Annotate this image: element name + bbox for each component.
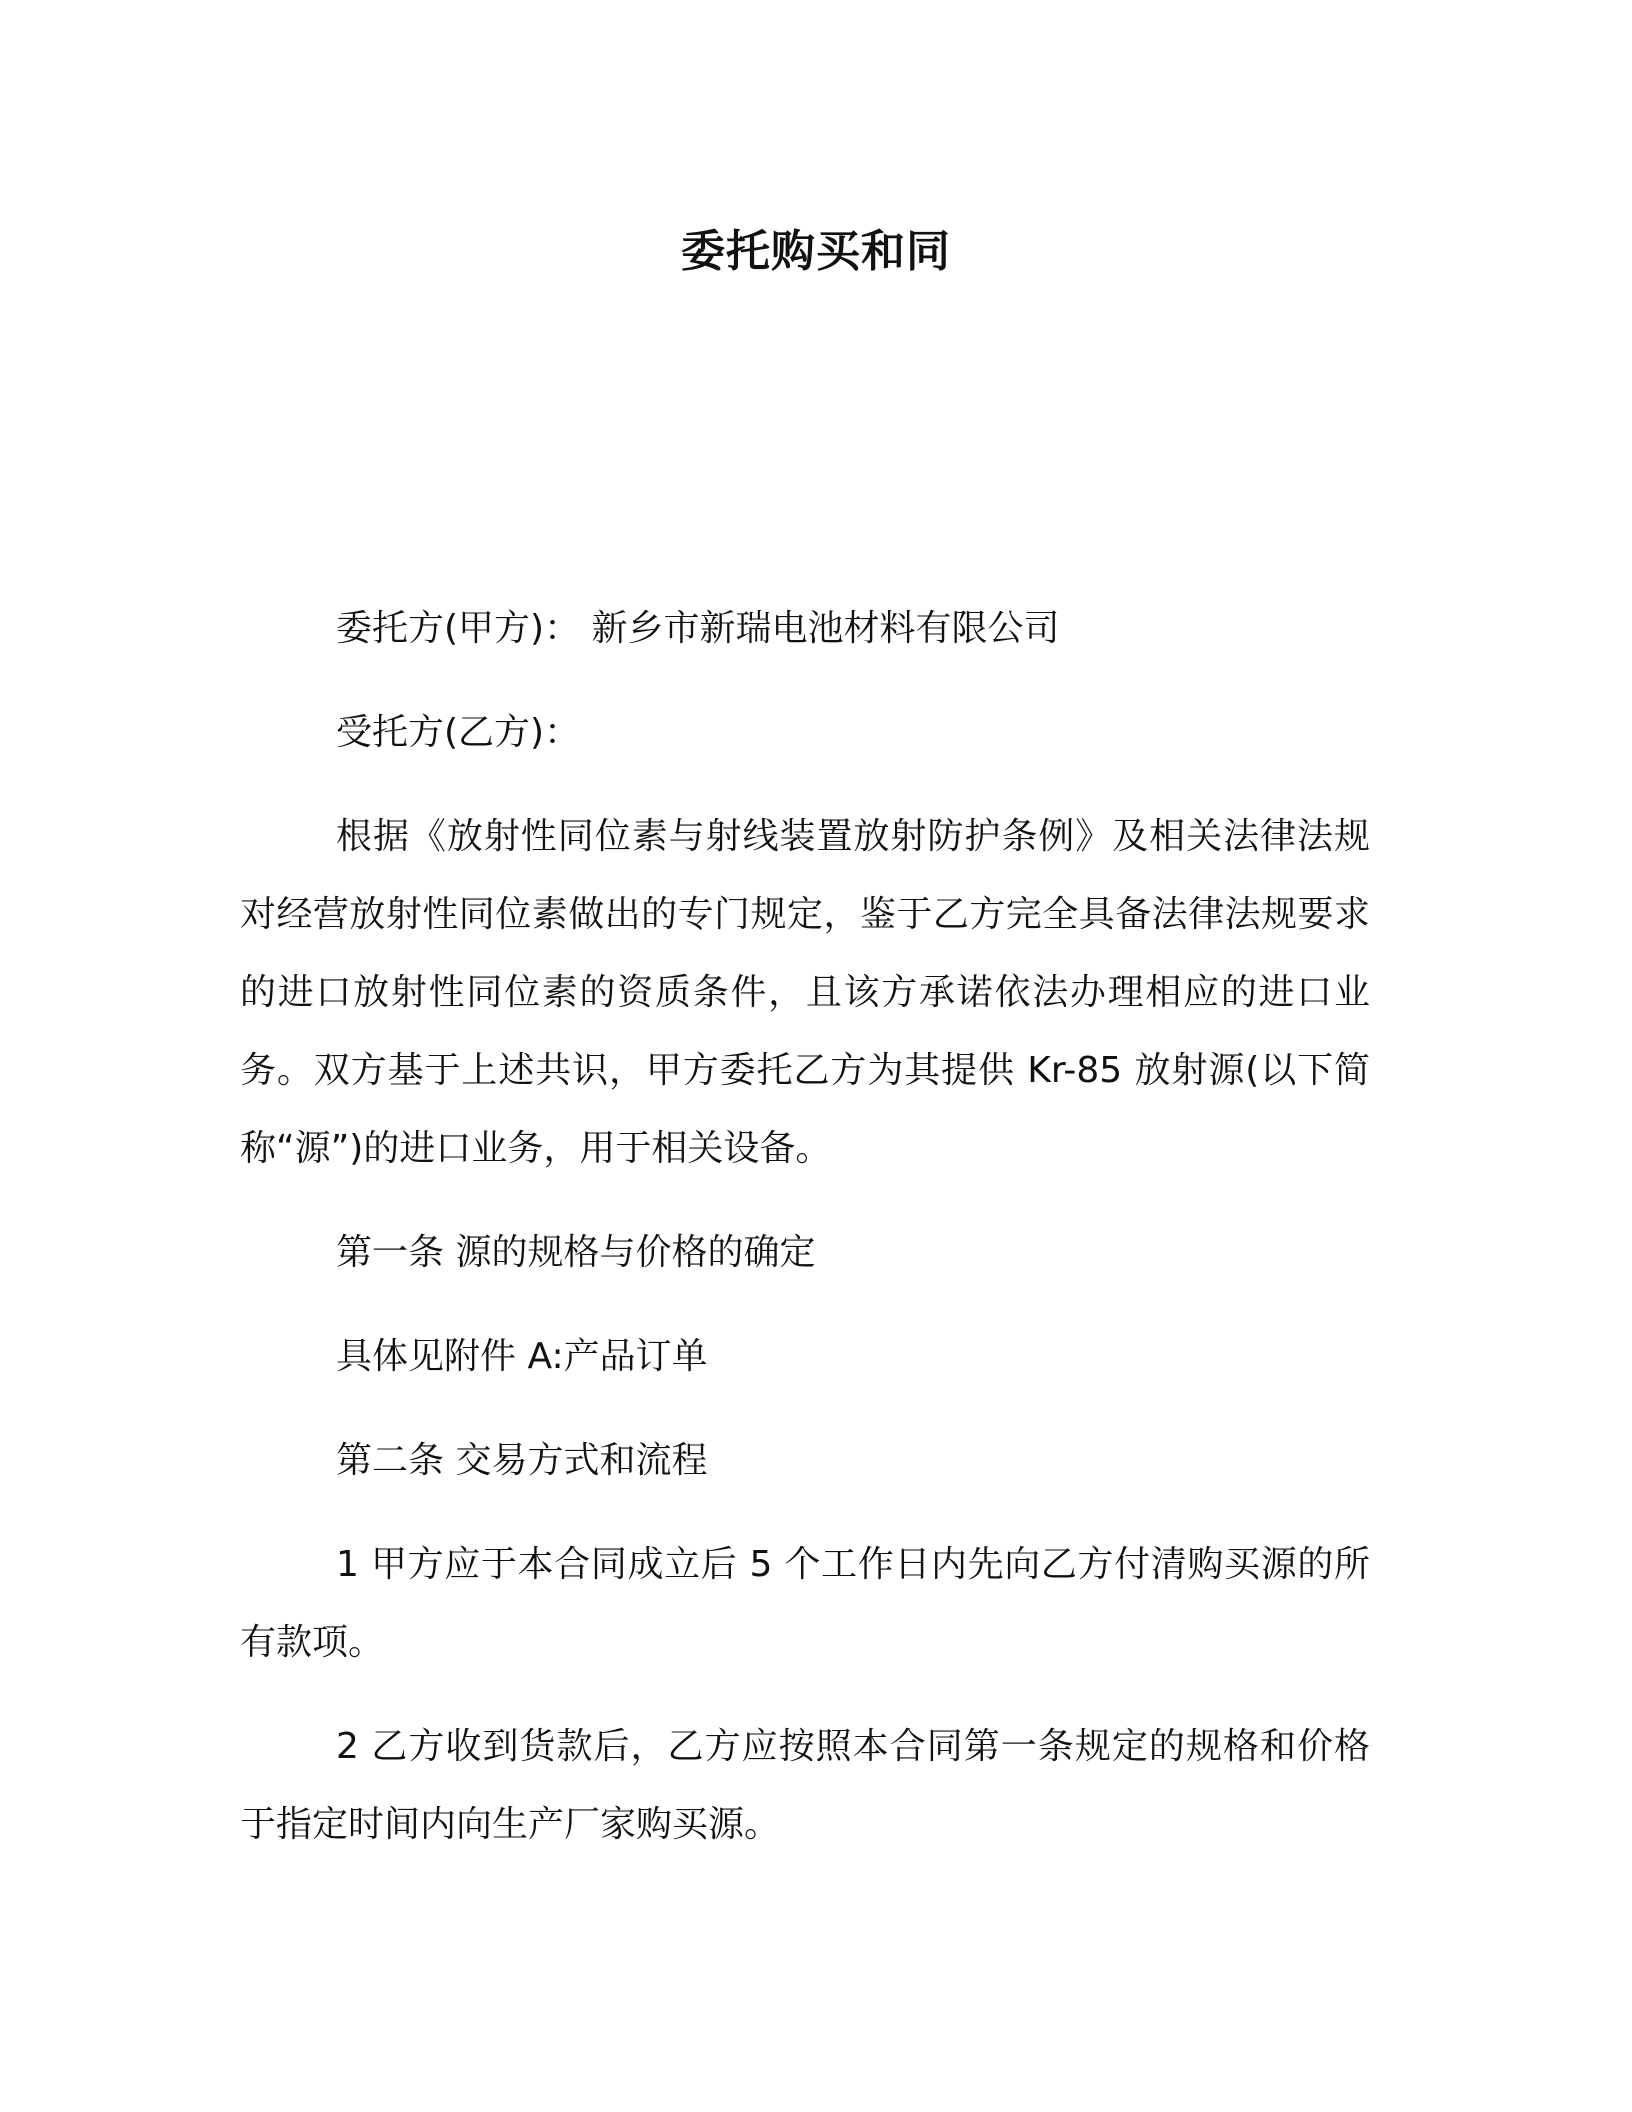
article-1-heading: 第一条 源的规格与价格的确定 (336, 1232, 816, 1273)
document-body (240, 590, 1370, 1890)
party-a-line: 委托方(甲方)： 新乡市新瑞电池材料有限公司 (336, 608, 1060, 649)
article-2-heading: 第二条 交易方式和流程 (336, 1440, 708, 1481)
party-b-line: 受托方(乙方)： (336, 712, 581, 753)
article-1-content: 具体见附件 A:产品订单 (336, 1336, 708, 1377)
document-title: 委托购买和同 (681, 226, 951, 277)
article-2-clause-1: 1 甲方应于本合同成立后 5 个工作日内先向乙方付清购买源的所有款项。 (240, 1544, 1370, 1663)
article-2-clause-2: 2 乙方收到货款后，乙方应按照本合同第一条规定的规格和价格于指定时间内向生产厂家购买源。 (240, 1726, 1370, 1845)
preamble-paragraph: 根据《放射性同位素与射线装置放射防护条例》及相关法律法规对经营放射性同位素做出的专门规定，鉴于乙方完全具备法律法规要求的进口放射性同位素的资质条件，且该方承诺依法办理相应的进口业务。双方基于上述共识，甲方委托乙方为其提供 Kr-85 放射源(以下简称“源”)的进口业务，用于相关设备。 (240, 816, 1370, 1169)
